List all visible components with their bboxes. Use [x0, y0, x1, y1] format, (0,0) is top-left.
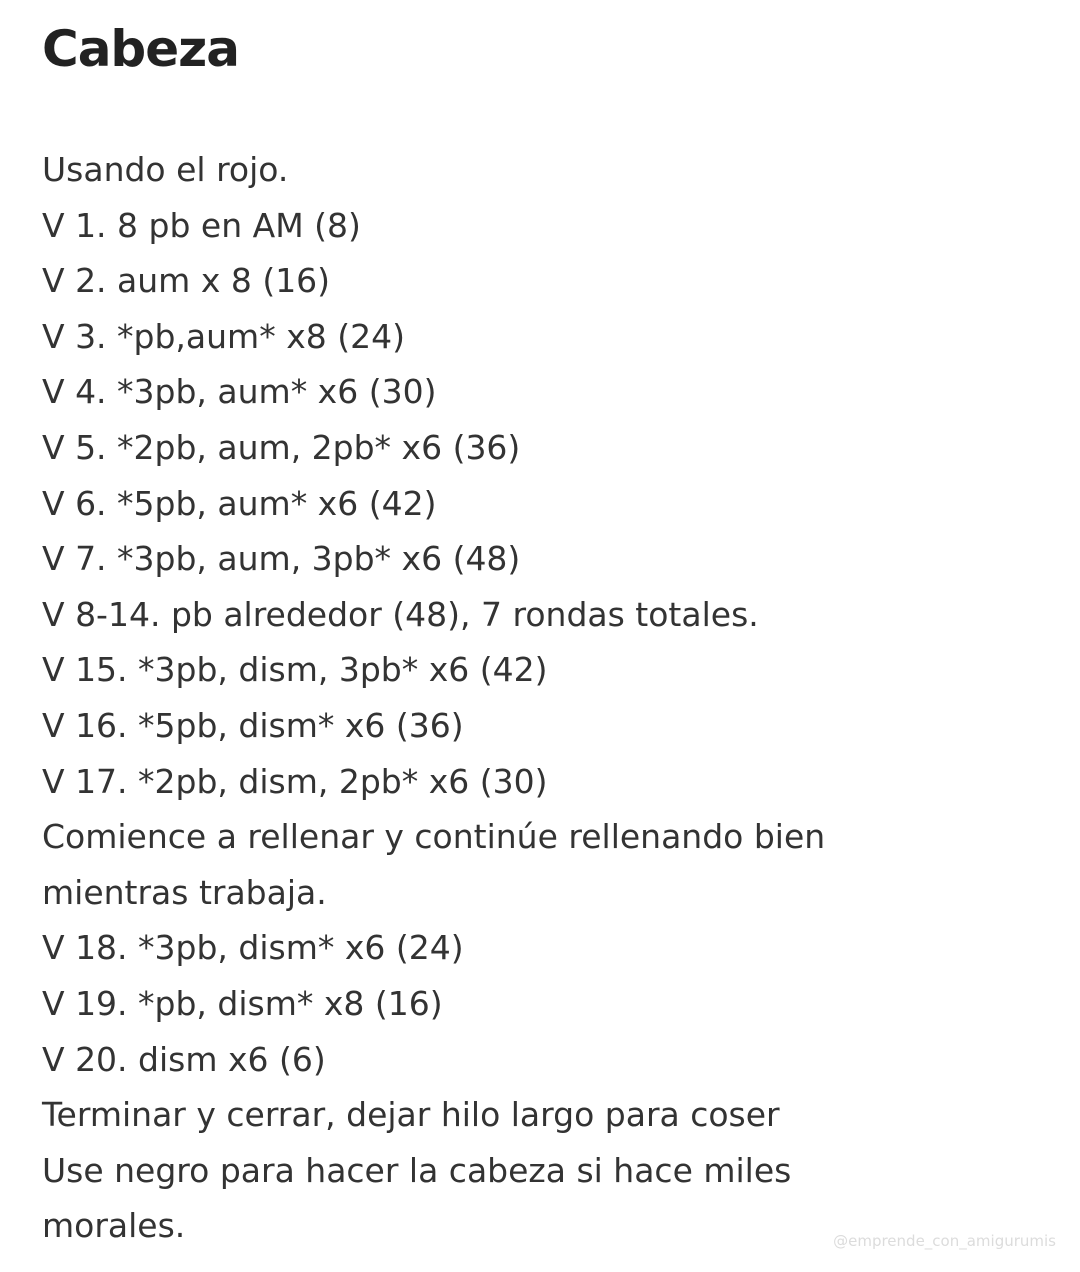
instruction-line: V 15. *3pb, dism, 3pb* x6 (42) — [42, 650, 548, 690]
instruction-line: V 3. *pb,aum* x8 (24) — [42, 316, 405, 356]
instruction-line: Terminar y cerrar, dejar hilo largo para coser — [42, 1095, 780, 1135]
instruction-line: mientras trabaja. — [42, 872, 327, 912]
instruction-line: V 8-14. pb alrededor (48), 7 rondas totales. — [42, 594, 759, 634]
instruction-line: Usando el rojo. — [42, 150, 289, 189]
instruction-line: V 20. dism x6 (6) — [42, 1039, 326, 1079]
watermark-text: @emprende_con_amigurumis — [833, 1232, 1056, 1250]
instruction-line: V 4. *3pb, aum* x6 (30) — [42, 372, 437, 412]
instruction-line: Use negro para hacer la cabeza si hace miles — [42, 1150, 792, 1190]
instruction-line: morales. — [42, 1206, 186, 1246]
instruction-line: V 2. aum x 8 (16) — [42, 261, 331, 301]
instruction-line: V 5. *2pb, aum, 2pb* x6 (36) — [42, 427, 521, 467]
instruction-line: V 19. *pb, dism* x8 (16) — [42, 983, 443, 1023]
instruction-line: V 6. *5pb, aum* x6 (42) — [42, 483, 437, 523]
pattern-instructions — [42, 142, 1052, 1254]
instruction-line: V 17. *2pb, dism, 2pb* x6 (30) — [42, 761, 548, 801]
instruction-line: Comience a rellenar y continúe rellenando bien — [42, 817, 826, 857]
instruction-line: V 1. 8 pb en AM (8) — [42, 205, 361, 245]
instruction-line: V 16. *5pb, dism* x6 (36) — [42, 705, 464, 745]
instruction-line: V 18. *3pb, dism* x6 (24) — [42, 928, 464, 968]
document-title: Cabeza — [42, 20, 239, 78]
instruction-line: V 7. *3pb, aum, 3pb* x6 (48) — [42, 539, 521, 579]
